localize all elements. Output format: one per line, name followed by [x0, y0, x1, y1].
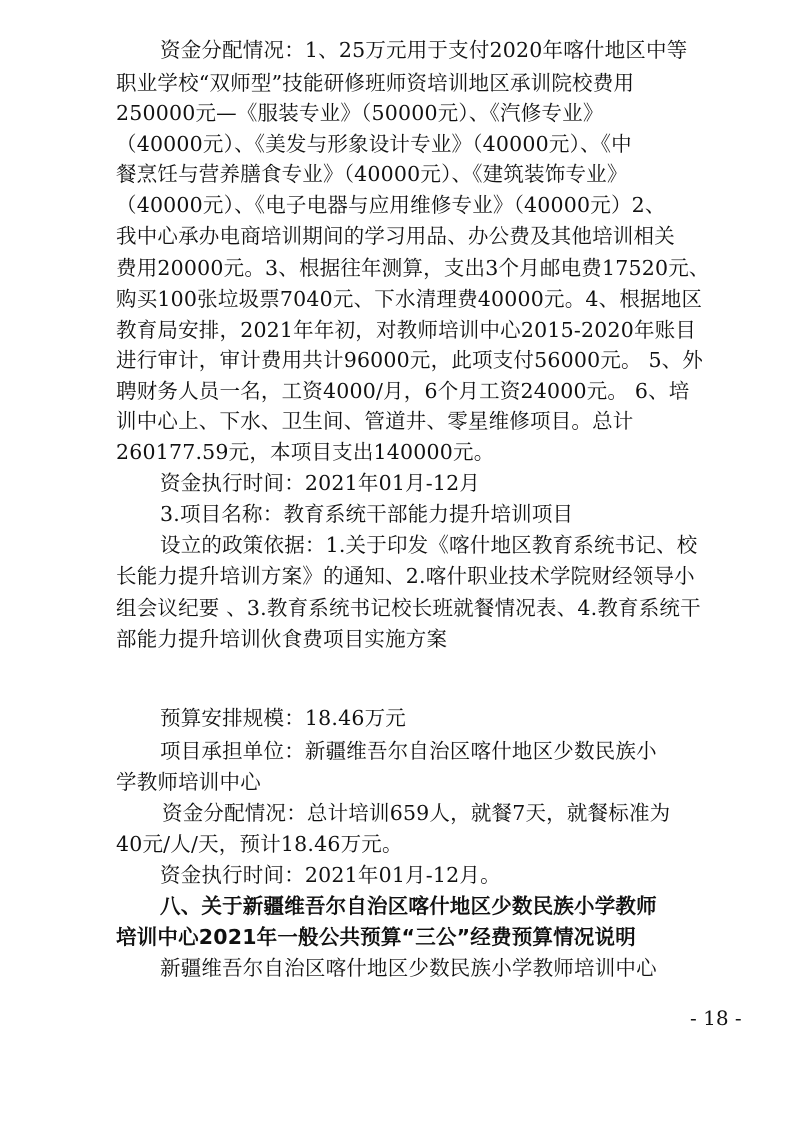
text-line: 资金分配情况：1、25万元用于支付2020年喀什地区中等: [160, 38, 688, 62]
text-line: 费用20000元。3、根据往年测算，支出3个月邮电费17520元、: [116, 256, 710, 280]
text-line: 长能力提升培训方案》的通知、2.喀什职业技术学院财经领导小: [116, 564, 695, 588]
text-line: 260177.59元，本项目支出140000元。: [116, 440, 495, 464]
text-line: 训中心上、下水、卫生间、管道井、零星维修项目。总计: [116, 409, 634, 433]
text-line: 资金分配情况：总计培训659人，就餐7天，就餐标准为: [162, 801, 671, 825]
section-heading: 八、关于新疆维吾尔自治区喀什地区少数民族小学教师: [160, 894, 657, 918]
text-line: 学教师培训中心: [116, 770, 261, 794]
text-line: 我中心承办电商培训期间的学习用品、办公费及其他培训相关: [116, 224, 675, 248]
text-line: 教育局安排，2021年年初，对教师培训中心2015-2020年账目: [116, 318, 697, 342]
text-line: 聘财务人员一名，工资4000/月，6个月工资24000元。 6、培: [116, 379, 690, 403]
text-line: 部能力提升培训伙食费项目实施方案: [116, 627, 448, 651]
text-line: 进行审计，审计费用共计96000元，此项支付56000元。 5、外: [116, 348, 704, 372]
page-number: - 18 -: [690, 1006, 742, 1030]
text-line: 餐烹饪与营养膳食专业》（40000元）、《建筑装饰专业》: [116, 162, 628, 186]
text-line: （40000元）、《电子电器与应用维修专业》（40000元）2、: [116, 193, 666, 217]
text-line: 职业学校“双师型”技能研修班师资培训地区承训院校费用: [116, 71, 635, 95]
text-line: 项目承担单位：新疆维吾尔自治区喀什地区少数民族小: [160, 739, 657, 763]
text-line: 250000元—《服装专业》（50000元）、《汽修专业》: [116, 101, 604, 125]
text-line: （40000元）、《美发与形象设计专业》（40000元）、《中: [116, 132, 632, 156]
text-line: 3.项目名称：教育系统干部能力提升培训项目: [160, 502, 574, 526]
text-line: 设立的政策依据：1.关于印发《喀什地区教育系统书记、校: [160, 533, 698, 557]
text-line: 新疆维吾尔自治区喀什地区少数民族小学教师培训中心: [160, 956, 657, 980]
text-line: 预算安排规模：18.46万元: [160, 706, 406, 730]
text-line: 资金执行时间：2021年01月-12月: [160, 471, 481, 495]
text-line: 组会议纪要 、3.教育系统书记校长班就餐情况表、4.教育系统干: [116, 596, 701, 620]
text-line: 40元/人/天，预计18.46万元。: [116, 832, 403, 856]
text-line: 购买100张垃圾票7040元、下水清理费40000元。4、根据地区: [116, 287, 703, 311]
section-heading: 培训中心2021年一般公共预算“三公”经费预算情况说明: [116, 925, 636, 949]
text-line: 资金执行时间：2021年01月-12月。: [160, 863, 501, 887]
